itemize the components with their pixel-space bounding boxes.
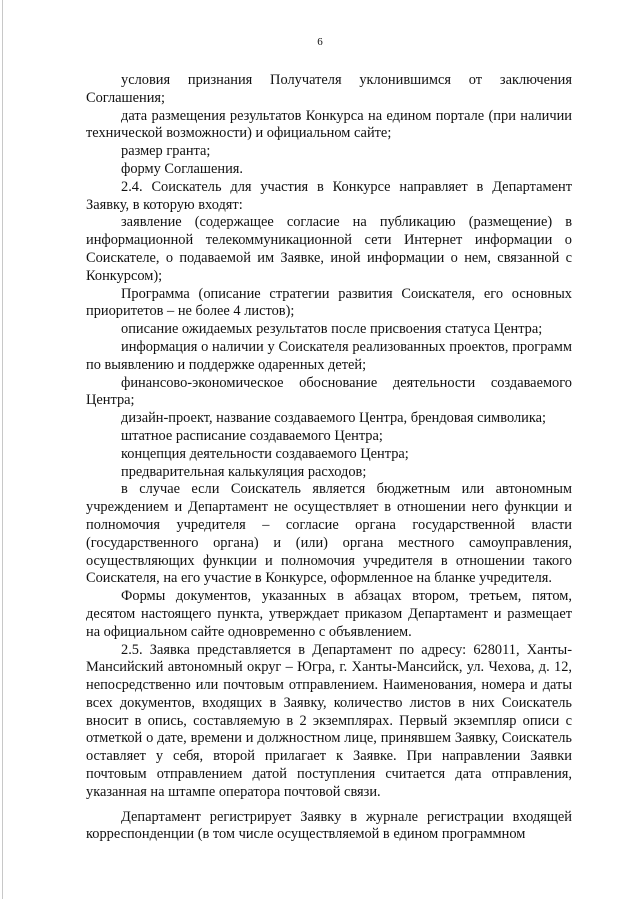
paragraph: форму Соглашения.: [121, 160, 244, 177]
paragraph: дизайн-проект, название создаваемого Центра, брендовая символика;: [121, 410, 547, 427]
paragraph: в случае если Соискатель является бюджетным или автономным учреждением и Департамент не осуществляет в отношении него функции и полномочия учредителя – согласие органа государственной власти (государственного органа) и (или) органа местного самоуправления, осуществляющих функции и полномочия учредителя в отношении такого Соискателя, на его участие в Конкурсе, оформленное на бланке учредителя.: [86, 481, 572, 587]
paragraph: 2.5. Заявка представляется в Департамент по адресу: 628011, Ханты-Мансийский автономный округ – Югра, г. Ханты-Мансийск, ул. Чехова, д. 12, непосредственно или почтовым отправлением. Наименования, номера и даты всех документов, входящих в Заявку, количество листов в них Соискатель вносит в опись, составляемую в 2 экземплярах. Первый экземпляр описи с отметкой о дате, времени и должностном лице, принявшем Заявку, Соискатель оставляет у себя, второй прилагает к Заявке. При направлении Заявки почтовым отправлением датой поступления считается дата отправления, указанная на штампе оператора почтовой связи.: [86, 641, 572, 800]
paragraph: Формы документов, указанных в абзацах втором, третьем, пятом, десятом настоящего пункта, утверждает приказом Департамент и размещает на официальном сайте одновременно с объявлением.: [86, 588, 572, 640]
paragraph: финансово-экономическое обоснование деятельности создаваемого Центра;: [86, 374, 572, 409]
paragraph: заявление (содержащее согласие на публикацию (размещение) в информационной телекоммуникационной сети Интернет информации о Соискателе, о подаваемой им Заявке, иной информации о нем, связанной с Конкурсом);: [86, 214, 572, 284]
scan-edge-line: [2, 0, 3, 899]
paragraph: условия признания Получателя уклонившимся от заключения Соглашения;: [86, 72, 572, 106]
paragraph: дата размещения результатов Конкурса на едином портале (при наличии технической возможности) и официальном сайте;: [86, 107, 572, 142]
paragraph: 2.4. Соискатель для участия в Конкурсе направляет в Департамент Заявку, в которую входят:: [86, 178, 572, 213]
paragraph: информация о наличии у Соискателя реализованных проектов, программ по выявлению и поддержке одаренных детей;: [86, 338, 572, 373]
document-body: [86, 72, 572, 844]
paragraph: размер гранта;: [121, 143, 211, 160]
paragraph: Программа (описание стратегии развития Соискателя, его основных приоритетов – не более 4 листов);: [86, 285, 572, 320]
page-number: 6: [317, 36, 323, 48]
paragraph: концепция деятельности создаваемого Центра;: [121, 445, 409, 462]
paragraph: штатное расписание создаваемого Центра;: [121, 427, 383, 444]
paragraph: Департамент регистрирует Заявку в журнале регистрации входящей корреспонденции (в том числе осуществляемой в едином программном: [86, 808, 572, 843]
paragraph: описание ожидаемых результатов после присвоения статуса Центра;: [121, 321, 543, 338]
paragraph: предварительная калькуляция расходов;: [121, 463, 367, 480]
